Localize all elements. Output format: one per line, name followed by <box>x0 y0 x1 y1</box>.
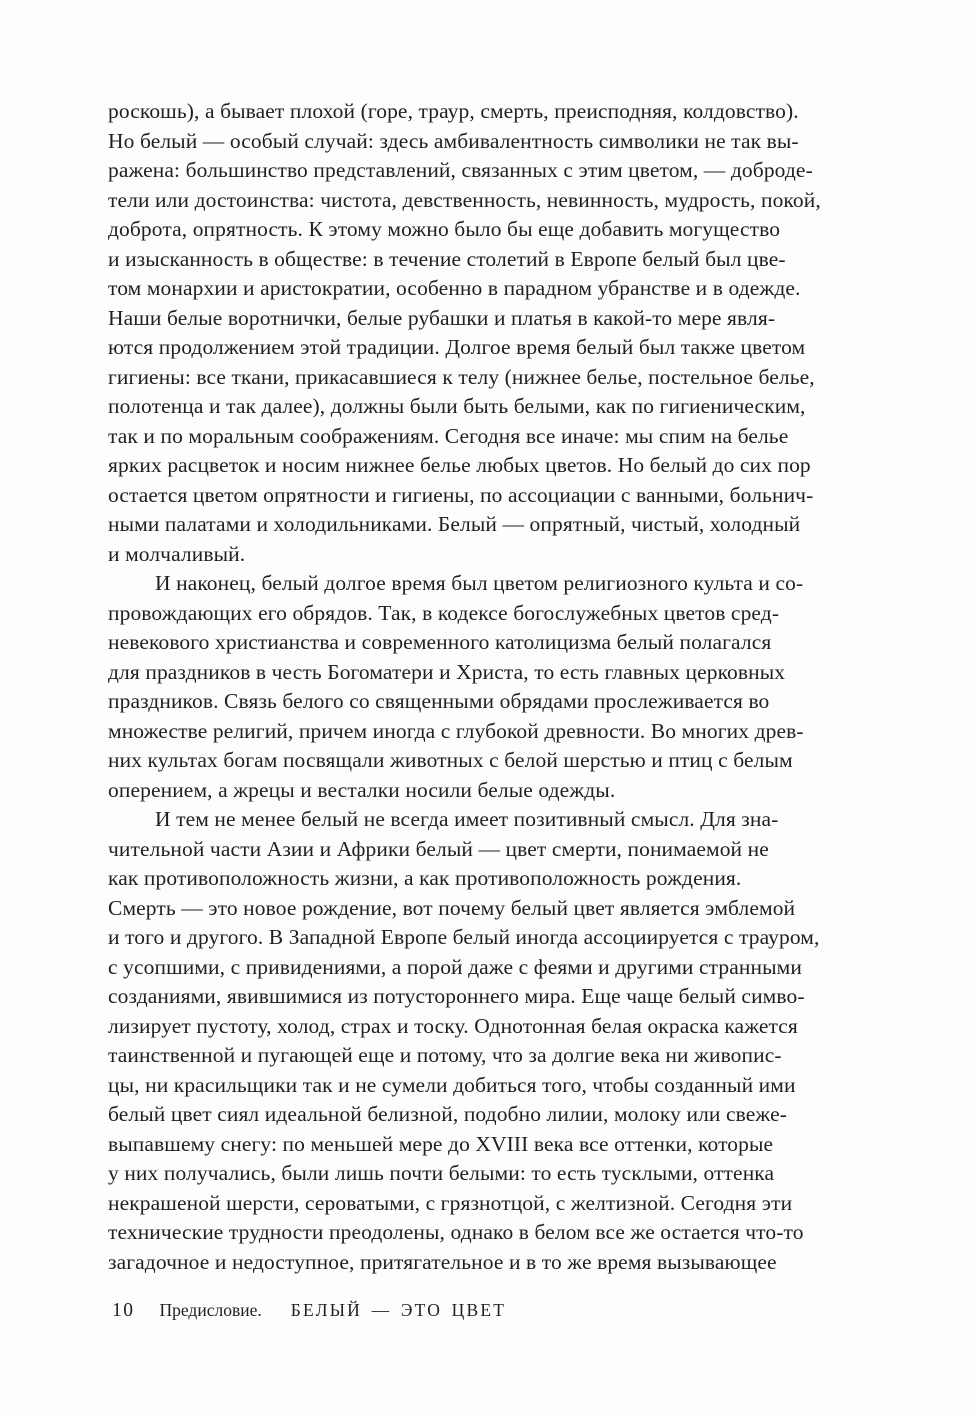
text-line: множестве религий, причем иногда с глубокой древности. Во многих древ- <box>108 718 804 743</box>
text-line: с усопшими, с привидениями, а порой даже с феями и другими странными <box>108 954 802 979</box>
text-line: некрашеной шерсти, сероватыми, с грязнотцой, с желтизной. Сегодня эти <box>108 1190 793 1215</box>
text-line: у них получались, были лишь почти белыми: то есть тусклыми, оттенка <box>108 1161 775 1185</box>
text-line: провождающих его обрядов. Так, в кодексе богослужебных цветов сред- <box>108 600 780 625</box>
page-number: 10 <box>112 1300 135 1321</box>
text-line: И тем не менее белый не всегда имеет позитивный смысл. Для зна- <box>155 807 779 831</box>
running-footer <box>112 1300 867 1322</box>
text-line: технические трудности преодолены, однако в белом все же остается что-то <box>108 1220 804 1244</box>
text-line: тели или достоинства: чистота, девственность, невинность, мудрость, покой, <box>108 187 821 212</box>
text-line: И наконец, белый долгое время был цветом религиозного культа и со- <box>155 571 804 595</box>
text-line: гигиены: все ткани, прикасавшиеся к телу (нижнее белье, постельное белье, <box>108 364 815 389</box>
text-line: как противоположность жизни, а как противоположность рождения. <box>108 866 742 890</box>
text-line: и молчаливый. <box>108 541 246 566</box>
paragraph <box>108 97 863 569</box>
text-line: них культах богам посвящали животных с белой шерстью и птиц с белым <box>108 748 793 772</box>
text-line: Смерть — это новое рождение, вот почему белый цвет является эмблемой <box>108 895 796 920</box>
text-line: остается цветом опрятности и гигиены, по ассоциации с ванными, больнич- <box>108 482 814 507</box>
text-line: выпавшему снегу: по меньшей мере до XVIII века все оттенки, которые <box>108 1131 774 1156</box>
text-line: чительной части Азии и Африки белый — цвет смерти, понимаемой не <box>108 836 769 861</box>
text-line: и того и другого. В Западной Европе белый иногда ассоциируется с трауром, <box>108 925 820 949</box>
running-head-chapter: Предисловие. <box>159 1300 262 1320</box>
paragraph <box>108 805 863 1277</box>
text-line: цы, ни красильщики так и не сумели добиться того, чтобы созданный ими <box>108 1072 796 1097</box>
text-line: ными палатами и холодильниками. Белый — опрятный, чистый, холодный <box>108 512 801 536</box>
text-line: Наши белые воротнички, белые рубашки и платья в какой-то мере явля- <box>108 305 776 330</box>
text-line: ются продолжением этой традиции. Долгое время белый был также цветом <box>108 335 806 359</box>
text-line: невекового христианства и современного католицизма белый полагался <box>108 630 772 654</box>
text-line: белый цвет сиял идеальной белизной, подобно лилии, молоку или свеже- <box>108 1102 787 1126</box>
text-line: роскошь), а бывает плохой (горе, траур, смерть, преисподняя, колдовство). <box>108 99 799 123</box>
text-line: праздников. Связь белого со священными обрядами прослеживается во <box>108 689 770 713</box>
text-line: доброта, опрятность. К этому можно было бы еще добавить могущество <box>108 217 781 241</box>
text-line: таинственной и пугающей еще и потому, что за долгие века ни живопис- <box>108 1043 782 1067</box>
text-line: полотенца и так далее), должны были быть белыми, как по гигиеническим, <box>108 394 806 418</box>
text-line: том монархии и аристократии, особенно в парадном убранстве и в одежде. <box>108 276 801 300</box>
text-line: так и по моральным соображениям. Сегодня все иначе: мы спим на белье <box>108 423 789 448</box>
text-line: и изысканность в обществе: в течение столетий в Европе белый был цве- <box>108 246 786 271</box>
text-line: созданиями, явившимися из потустороннего мира. Еще чаще белый симво- <box>108 984 805 1008</box>
text-line: Но белый — особый случай: здесь амбивалентность символики не так вы- <box>108 128 799 153</box>
text-line: лизирует пустоту, холод, страх и тоску. Однотонная белая окраска кажется <box>108 1013 798 1038</box>
text-block <box>108 97 863 1277</box>
running-head-title: БЕЛЫЙ — ЭТО ЦВЕТ <box>290 1300 507 1320</box>
text-line: оперением, а жрецы и весталки носили белые одежды. <box>108 777 616 802</box>
paragraph <box>108 569 863 805</box>
text-line: для праздников в честь Богоматери и Христа, то есть главных церковных <box>108 659 786 684</box>
text-line: ражена: большинство представлений, связанных с этим цветом, — доброде- <box>108 158 813 182</box>
text-line: загадочное и недоступное, притягательное и в то же время вызывающее <box>108 1249 777 1274</box>
text-line: ярких расцветок и носим нижнее белье любых цветов. Но белый до сих пор <box>108 453 811 477</box>
